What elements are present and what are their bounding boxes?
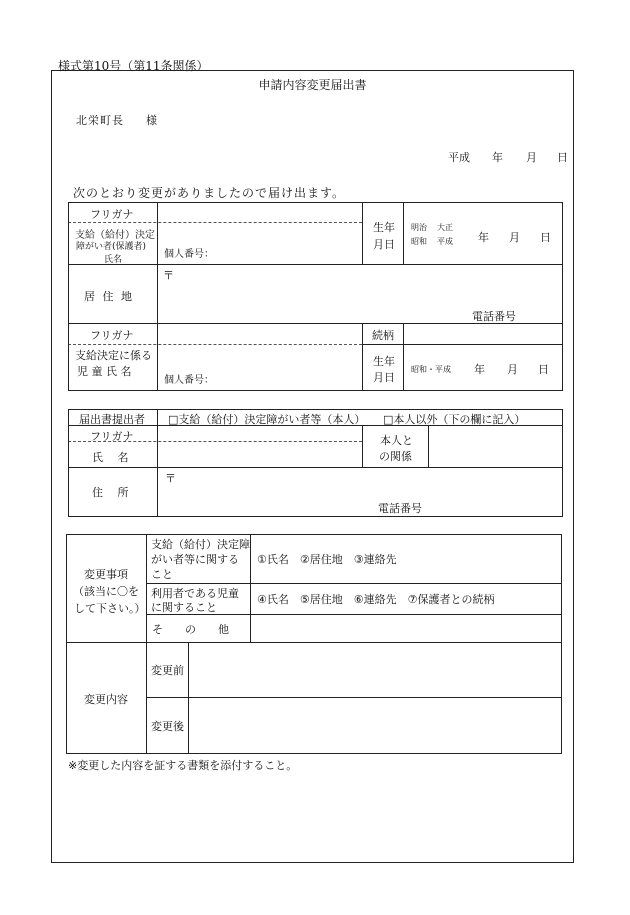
phone-label: 電話番号 [472,310,516,323]
submitter-label: 届出書提出者 [79,413,145,426]
era-showa: 昭和 [411,237,427,246]
birth2-month: 月 [507,363,518,376]
before-label: 変更前 [151,664,184,677]
cat3-other: そ の 他 [152,623,229,636]
beneficiary-label-line3: 氏名 [104,255,123,265]
relationship-label: 続柄 [372,329,394,342]
submitter-address-label: 住 所 [92,486,129,499]
date-month: 月 [526,151,537,164]
personal-number-label: 個人番号： [164,249,214,260]
relation-label-1: 本人と [380,434,413,447]
child-label-line1: 支給決定に係る [75,349,152,362]
cat1-line1: 支給（給付）決定障 [151,538,250,551]
era2-label: 昭和・平成 [411,365,451,374]
cat2-line2: に関すること [151,601,217,614]
birth2-label-1: 生年 [373,355,395,368]
items-label-3: して下さい。） [74,602,146,615]
birth2-day: 日 [538,363,549,376]
relation-label-2: の関係 [379,450,412,463]
beneficiary-label-line1: 支給（給付）決定 [75,230,155,241]
birth-label-1: 生年 [373,221,395,234]
form-number: 様式第10号（第11条関係） [58,59,209,73]
addressee-name: 北栄町長 [76,114,124,127]
date-era: 平成 [448,151,470,164]
cat1-line3: こと [151,568,173,581]
birth2-label-2: 月日 [373,371,395,384]
era-heisei: 平成 [437,237,453,246]
addressee [76,112,158,128]
child-label-line2: 児 童 氏 名 [77,365,132,378]
option-self-checkbox[interactable]: □支給（給付）決定障がい者等（本人） [168,413,366,426]
birth-year: 年 [478,231,489,244]
items-label-2: （該当に〇を [73,585,139,598]
personal-number-label-2: 個人番号： [164,375,214,386]
submitter-phone-label: 電話番号 [378,502,422,515]
cat1-line2: がい者等に関する [151,553,239,566]
date-day: 日 [557,151,568,164]
birth-month: 月 [509,231,520,244]
date-year: 年 [492,151,503,164]
intro-text: 次のとおり変更がありましたので届け出ます。 [73,186,346,200]
after-label: 変更後 [151,720,184,733]
submitter-postal-mark: 〒 [165,472,176,485]
option-other-checkbox[interactable]: □本人以外（下の欄に記入） [383,413,526,426]
address-label: 居 住 地 [84,290,134,303]
cat2-options: ④氏名 ⑤居住地 ⑥連絡先 ⑦保護者との続柄 [257,593,495,606]
birth-label-2: 月日 [373,238,395,251]
furigana-label: フリガナ [90,208,134,221]
cat2-line1: 利用者である児童 [151,587,239,600]
birth2-year: 年 [474,363,485,376]
beneficiary-label-line2: 障がい者(保護者) [76,242,147,252]
postal-mark: 〒 [163,269,174,282]
era-taisho: 大正 [437,223,453,232]
cat1-options: ①氏名 ②居住地 ③連絡先 [257,553,397,566]
items-label-1: 変更事項 [84,568,128,581]
era-meiji: 明治 [411,223,427,232]
form-title: 申請内容変更届出書 [258,78,367,92]
birth-day: 日 [540,231,551,244]
submitter-furigana-label: フリガナ [90,430,134,443]
addressee-honorific: 様 [146,114,158,127]
submitter-name-label: 氏 名 [92,451,129,464]
content-label: 変更内容 [84,693,128,706]
furigana-label-2: フリガナ [90,329,134,342]
attachment-note: ※変更した内容を証する書類を添付すること。 [68,759,298,772]
